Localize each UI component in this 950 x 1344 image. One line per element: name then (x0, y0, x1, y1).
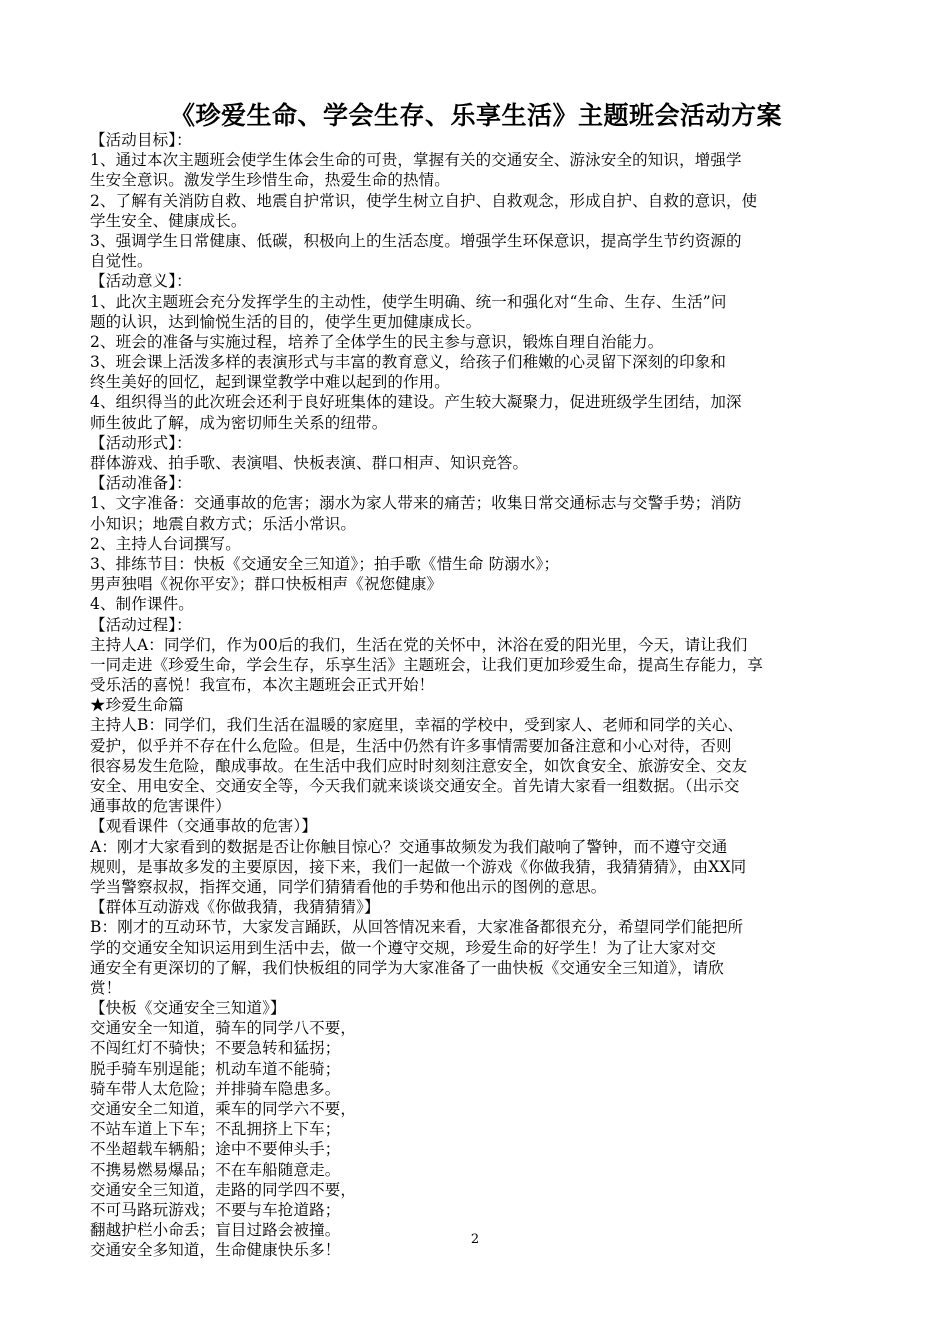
text-line: 学生安全、健康成长。 (90, 211, 247, 230)
text-line: 学当警察叔叔，指挥交通，同学们猜猜看他的手势和他出示的图例的意思。 (90, 877, 607, 896)
text-line: 4、组织得当的此次班会还利于良好班集体的建设。产生较大凝聚力，促进班级学生团结，加深 (90, 393, 742, 412)
text-line: 终生美好的回忆，起到课堂教学中难以起到的作用。 (90, 373, 450, 392)
text-line: 2、班会的准备与实施过程，培养了全体学生的民主参与意识，锻炼自理自治能力。 (90, 332, 664, 351)
text-line: 交通安全三知道，走路的同学四不要， (90, 1180, 357, 1199)
text-line: 不闯红灯不骑快；不要急转和猛拐； (90, 1039, 341, 1058)
text-line: 【群体互动游戏《你做我猜，我猜猜猜》】 (90, 898, 380, 917)
text-line: 不携易燃易爆品；不在车船随意走。 (90, 1160, 341, 1179)
text-line: 骑车带人太危险；并排骑车隐患多。 (90, 1079, 341, 1098)
text-line: 3、排练节目：快板《交通安全三知道》；拍手歌《惜生命 防溺水》； (90, 554, 560, 573)
text-line: 【观看课件（交通事故的危害）】 (90, 817, 318, 836)
text-line: 爱护，似乎并不存在什么危险。但是，生活中仍然有许多事情需要加备注意和小心对待，否则 (90, 736, 732, 755)
text-line: 交通安全一知道，骑车的同学八不要， (90, 1019, 357, 1038)
text-line: 题的认识，达到愉悦生活的目的，使学生更加健康成长。 (90, 312, 482, 331)
text-line: 不站车道上下车；不乱拥挤上下车； (90, 1120, 341, 1139)
text-line: 4、制作课件。 (90, 595, 194, 614)
text-line: 交通安全二知道，乘车的同学六不要， (90, 1100, 357, 1118)
text-line: 安全、用电安全、交通安全等，今天我们就来谈谈交通安全。首先请大家看一组数据。（出示交 (90, 777, 740, 795)
text-line: 受乐活的喜悦！我宣布，本次主题班会正式开始！ (90, 676, 435, 695)
text-line: 1、文字准备：交通事故的危害；溺水为家人带来的痛苦；收集日常交通标志与交警手势；消防 (90, 494, 742, 513)
text-line: 不坐超载车辆船；途中不要伸头手； (90, 1140, 341, 1159)
text-line: 男声独唱《祝你平安》；群口快板相声《祝您健康》 (90, 575, 443, 594)
text-line: ★珍爱生命篇 (90, 696, 184, 715)
text-line: 交通安全多知道，生命健康快乐多！ (90, 1241, 341, 1260)
text-line: 【活动意义】： (90, 272, 192, 291)
document-body (90, 130, 862, 1261)
text-line: 【活动目标】： (90, 131, 192, 149)
text-line: 主持人A：同学们，作为00后的我们，生活在党的关怀中，沐浴在爱的阳光里，今天，请让我们 (90, 635, 748, 654)
text-line: 通安全有更深切的了解，我们快板组的同学为大家准备了一曲快板《交通安全三知道》，请欣 (90, 958, 724, 977)
text-line: 翻越护栏小命丢；盲目过路会被撞。 (90, 1221, 341, 1240)
text-line: 主持人B：同学们，我们生活在温暖的家庭里，幸福的学校中，受到家人、老师和同学的关心、 (90, 716, 744, 735)
text-line: B：刚才的互动环节，大家发言踊跃，从回答情况来看，大家准备都很充分，希望同学们能把所 (90, 918, 744, 937)
text-line: 2、主持人台词撰写。 (90, 534, 241, 553)
text-line: 【活动形式】： (90, 433, 192, 452)
text-line: 生安全意识。激发学生珍惜生命，热爱生命的热情。 (90, 171, 450, 190)
text-line: 1、通过本次主题班会使学生体会生命的可贵，掌握有关的交通安全、游泳安全的知识，增强学 (90, 151, 742, 170)
page-number: 2 (470, 1232, 480, 1247)
text-line: 赏！ (90, 978, 122, 997)
text-line: 小知识；地震自救方式；乐活小常识。 (90, 514, 357, 533)
text-line: 3、班会课上活泼多样的表演形式与丰富的教育意义，给孩子们稚嫩的心灵留下深刻的印象和 (90, 353, 727, 372)
document-title: 《珍爱生命、学会生存、乐享生活》主题班会活动方案 (169, 101, 782, 130)
text-line: 脱手骑车别逞能；机动车道不能骑； (90, 1059, 341, 1078)
text-line: 通事故的危害课件） (90, 797, 231, 816)
text-line: 师生彼此了解，成为密切师生关系的纽带。 (90, 413, 388, 432)
text-line: 【快板《交通安全三知道》】 (90, 999, 286, 1018)
text-line: 【活动过程】： (90, 615, 192, 634)
text-line: 【活动准备】： (90, 474, 192, 493)
text-line: 2、了解有关消防自救、地震自护常识，使学生树立自护、自救观念，形成自护、自救的意识，使 (90, 191, 758, 210)
text-line: 一同走进《珍爱生命，学会生存，乐享生活》主题班会，让我们更加珍爱生命，提高生存能力，享 (90, 655, 763, 674)
text-line: 自觉性。 (90, 252, 153, 271)
text-line: A：刚才大家看到的数据是否让你触目惊心？交通事故频发为我们敲响了警钟，而不遵守交通 (90, 837, 728, 856)
text-line: 规则，是事故多发的主要原因，接下来，我们一起做一个游戏《你做我猜，我猜猜猜》，由XX同 (90, 857, 747, 876)
text-line: 学的交通安全知识运用到生活中去，做一个遵守交规，珍爱生命的好学生！为了让大家对交 (90, 938, 717, 957)
text-line: 群体游戏、拍手歌、表演唱、快板表演、群口相声、知识竞答。 (90, 454, 529, 472)
text-line: 1、此次主题班会充分发挥学生的主动性，使学生明确、统一和强化对“生命、生存、生活”问 (90, 292, 727, 311)
text-line: 3、强调学生日常健康、低碳，积极向上的生活态度。增强学生环保意识，提高学生节约资源的 (90, 231, 742, 250)
text-line: 不可马路玩游戏；不要与车抢道路； (90, 1200, 341, 1219)
text-line: 很容易发生危险，酿成事故。在生活中我们应时时刻刻注意安全，如饮食安全、旅游安全、交友 (90, 756, 748, 775)
